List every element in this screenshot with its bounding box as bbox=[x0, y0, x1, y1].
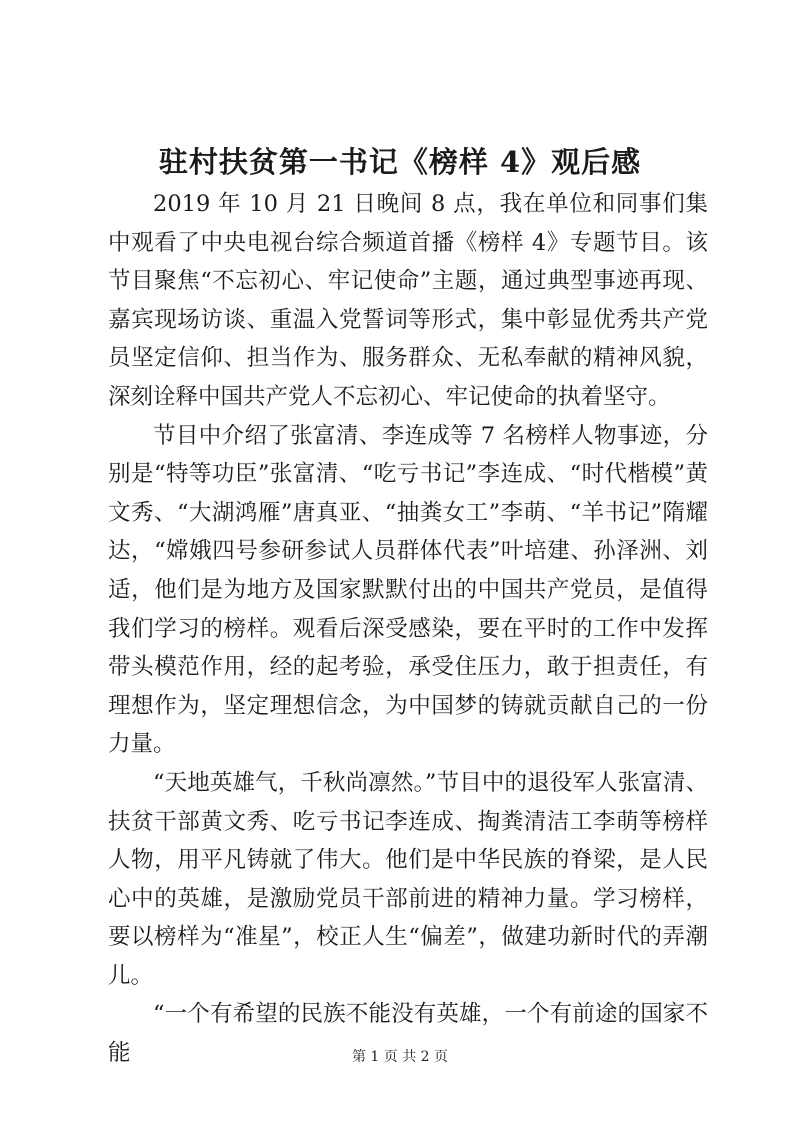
page-footer: 第 1 页 共 2 页 bbox=[351, 1049, 449, 1065]
paragraph-3: “天地英雄气，千秋尚凛然。”节目中的退役军人张富清、扶贫干部黄文秀、吃亏书记李连成、掏粪清洁工李萌等榜样人物，用平凡铸就了伟大。他们是中华民族的脊梁，是人民心中的英雄，是激励党员干部前进的精神力量。学习榜样，要以榜样为“准星”，校正人生“偏差”，做建功新时代的弄潮儿。 bbox=[108, 769, 708, 989]
document-body bbox=[108, 185, 708, 1073]
paragraph-2: 节目中介绍了张富清、李连成等 7 名榜样人物事迹，分别是“特等功臣”张富清、“吃亏书记”李连成、“时代楷模”黄文秀、“大湖鸿雁”唐真亚、“抽粪女工”李萌、“羊书记”隋耀达，“嫦娥四号参研参试人员群体代表”叶培建、孙泽洲、刘适，他们是为地方及国家默默付出的中国共产党员，是值得我们学习的榜样。观看后深受感染，要在平时的工作中发挥带头模范作用，经的起考验，承受住压力，敢于担责任，有理想作为，坚定理想信念，为中国梦的铸就贡献自己的一份力量。 bbox=[108, 422, 708, 758]
paragraph-4: “一个有希望的民族不能没有英雄，一个有前途的国家不能 bbox=[108, 1001, 708, 1067]
paragraph-1: 2019 年 10 月 21 日晚间 8 点，我在单位和同事们集中观看了中央电视台综合频道首播《榜样 4》专题节目。该节目聚焦“不忘初心、牢记使命”主题，通过典型事迹再现、嘉宾现场访谈、重温入党誓词等形式，集中彰显优秀共产党员坚定信仰、担当作为、服务群众、无私奉献的精神风貌，深刻诠释中国共产党人不忘初心、牢记使命的执着坚守。 bbox=[108, 191, 708, 410]
document-title: 驻村扶贫第一书记《榜样 4》观后感 bbox=[158, 145, 642, 179]
